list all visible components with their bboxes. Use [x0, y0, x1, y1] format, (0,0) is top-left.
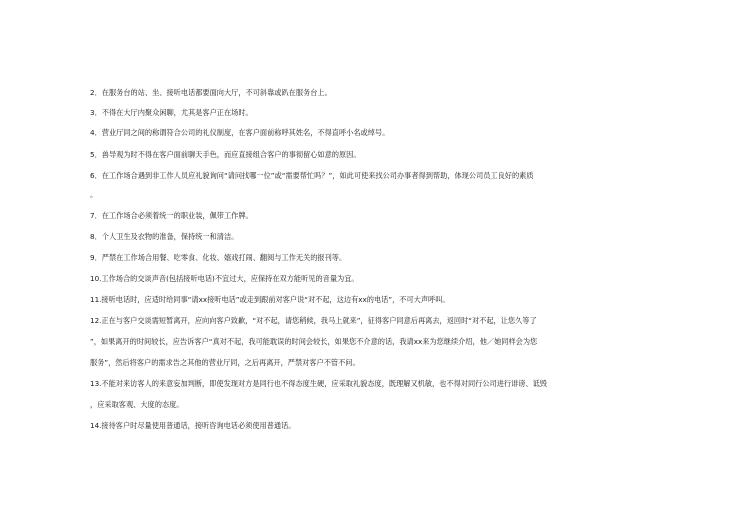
rule-12-continuation-2: 服务”，然后将客户的需求告之其他的营业厅同，之后再离开，严禁对客户不管不问。 — [90, 358, 360, 367]
rule-6-continuation: 。 — [90, 190, 98, 199]
rule-9: 9．严禁在工作场合用餐、吃零食、化妆、嬉戏打闹、翻阅与工作无关的报刊等。 — [90, 253, 347, 262]
rule-10: 10.工作场合的交谈声音(包括接听电话)不宜过大，应保持在双方能听见的音量为宜。 — [90, 274, 359, 283]
rule-13: 13.不能对来访客人的来意妄加判断，即使发现对方是同行也不得态度生硬，应采取礼貌态度，既理解又机敏，也不得对同行公司进行诽谤、诋毁 — [90, 379, 548, 388]
rule-3: 3．不得在大厅内聚众闲聊，尤其是客户正在场时。 — [90, 108, 253, 117]
rule-12-continuation-1: ”，如果离开的时间较长，应告诉客户“真对不起，我可能耽误的时间会较长，如果您不介意的话，我请xx来为您继续介绍，他／她同样会为您 — [90, 337, 538, 346]
rule-5: 5．兽导观为时不得在客户面前聊天手色，而应直接组合客户的事彻留心如意的原因。 — [90, 150, 361, 159]
rule-11: 11.接听电话时，应适时给同事“请xx接听电话”或走到跟前对客户说“对不起，这边有xx的电话”，不可大声呼叫。 — [90, 295, 450, 304]
rule-14: 14.接待客户时尽量使用普通话，接听咨询电话必须使用普通话。 — [90, 421, 296, 430]
rule-2: 2．在服务台的站、坐、接听电话都要面向大厅，不可斜靠或趴在服务台上。 — [90, 88, 332, 97]
rule-12: 12.正在与客户交谈需短暂离开，应向向客户致歉，“对不起，请您稍候，我马上就来”，征得客户同意后再离去，返回时“对不起，让您久等了 — [90, 316, 537, 325]
rule-4: 4．营业厅同之间的称谓符合公司的礼仪制度，在客户面前称呼其姓名，不得直呼小名或绰号。 — [90, 128, 390, 137]
rule-13-continuation: ，应采取客观、大度的态度。 — [90, 400, 184, 409]
rule-6: 6．在工作场合遇到非工作人员应礼貌询问“请问找哪一位”或“需要帮忙吗？”，如此可使来找公司办事者得到帮助，体现公司员工良好的素质 — [90, 171, 534, 180]
rule-8: 8．个人卫生及衣物的准备，保持统一和清洁。 — [90, 232, 239, 241]
rule-7: 7．在工作场合必须着统一的职业装，佩带工作牌。 — [90, 211, 253, 220]
